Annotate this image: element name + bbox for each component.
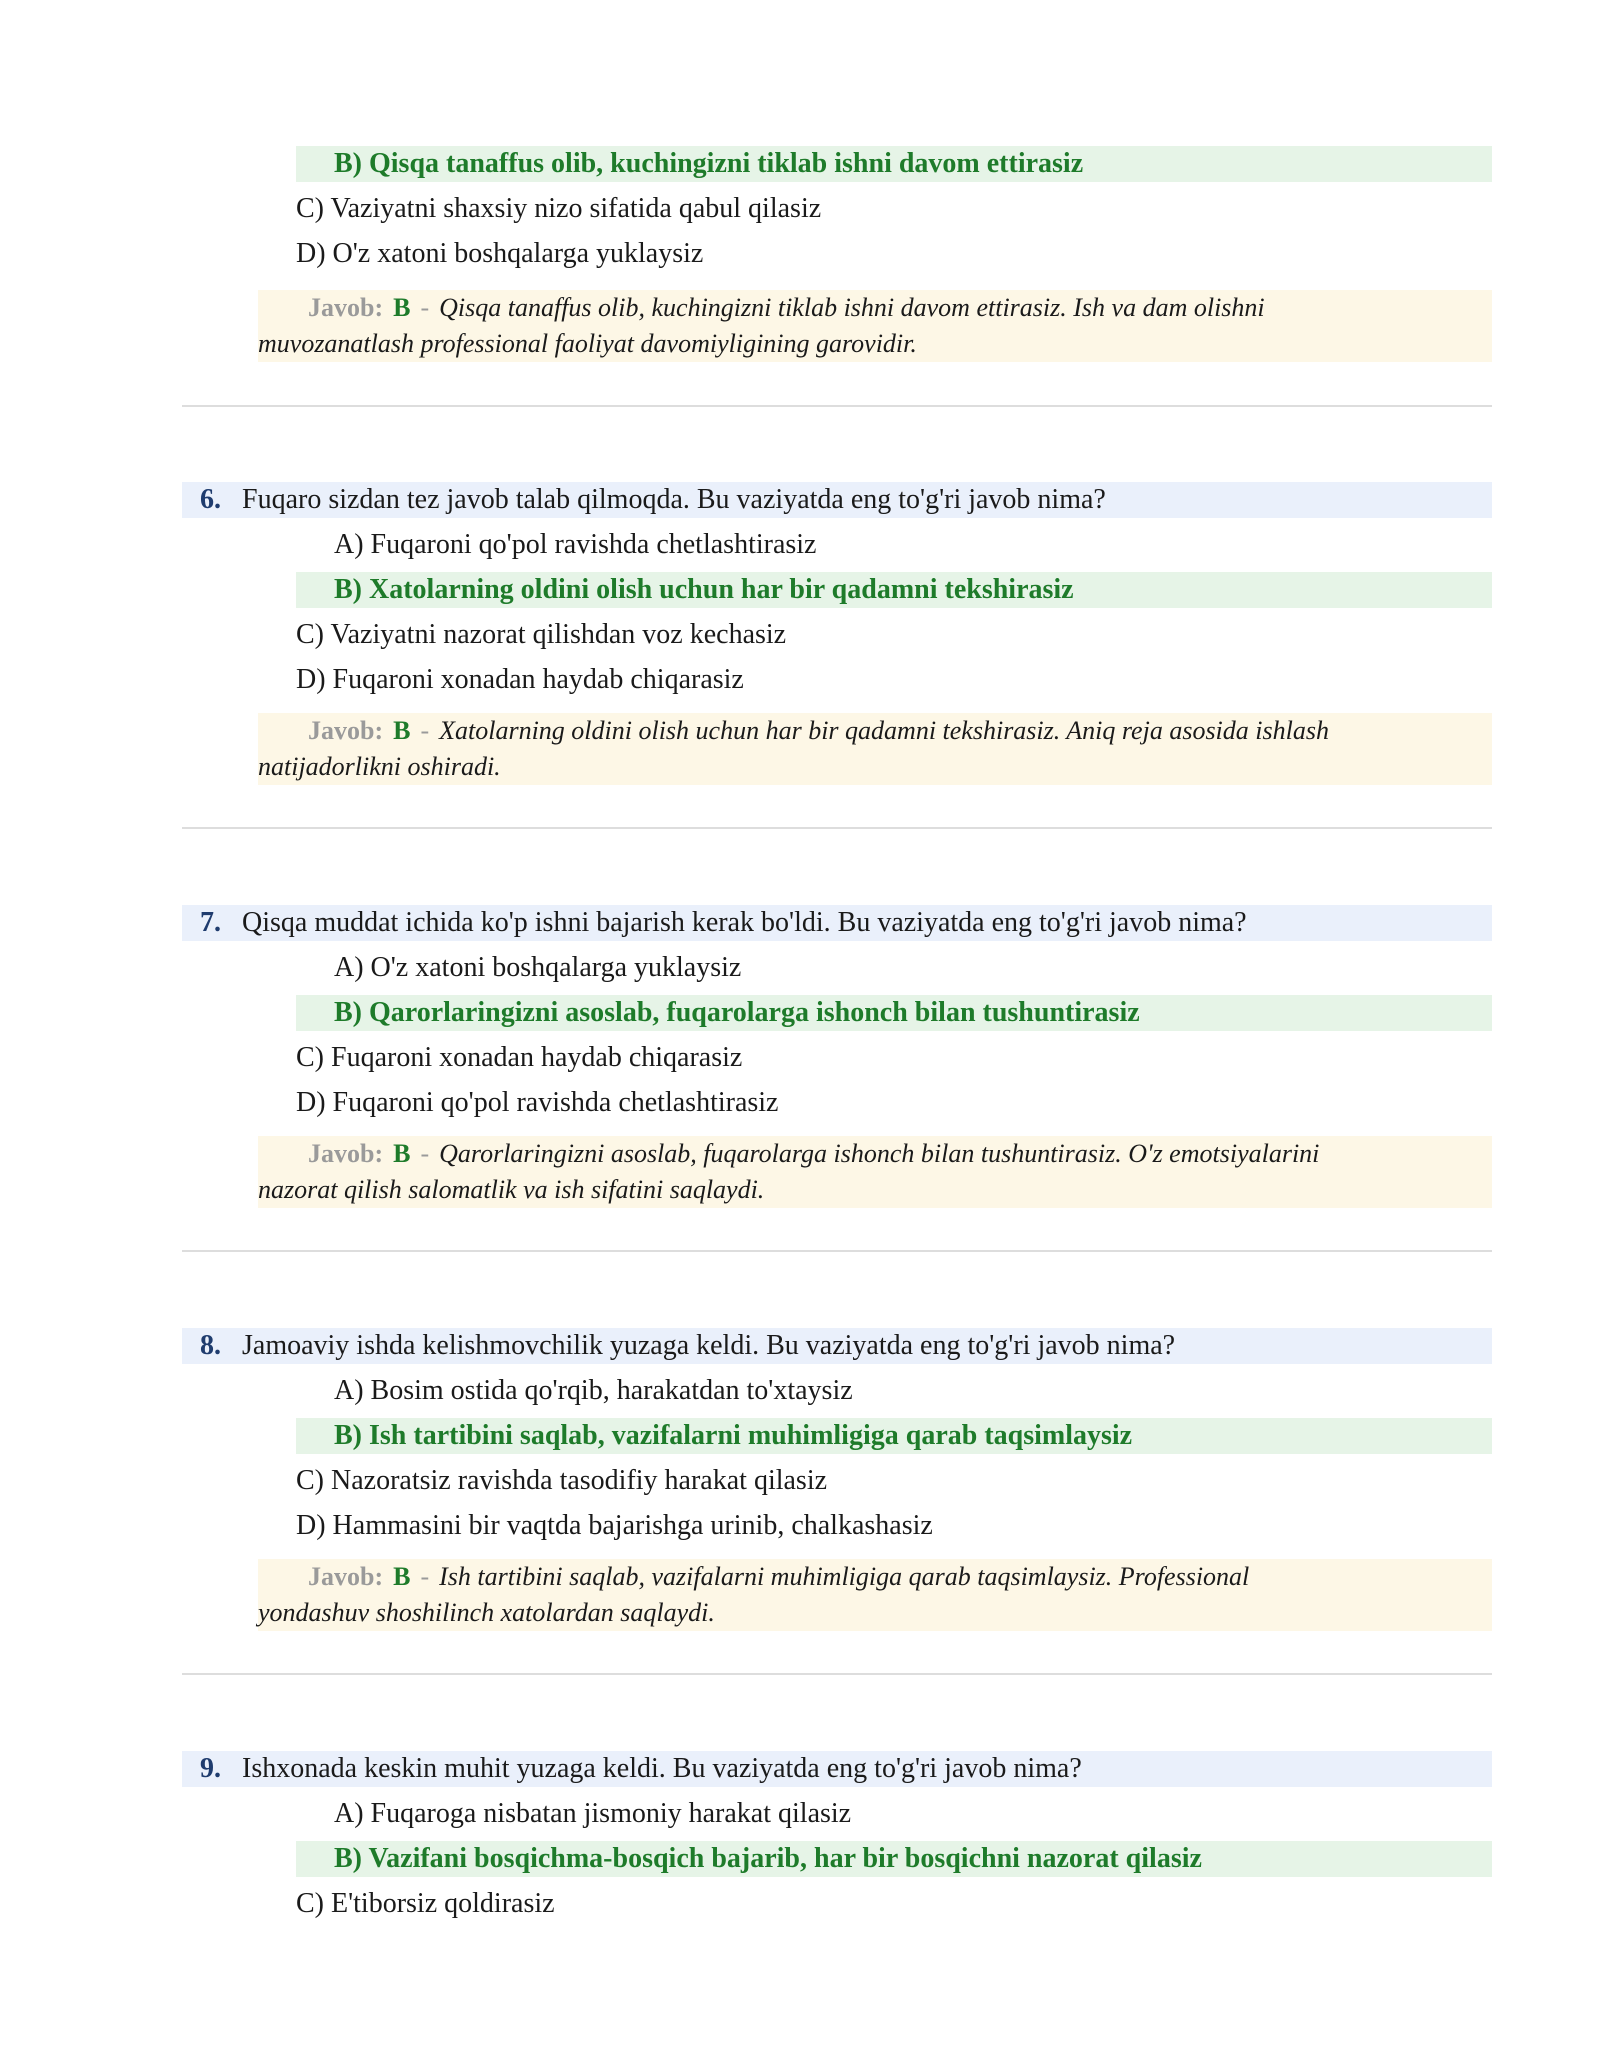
answer-text-line2: natijadorlikni oshiradi. <box>258 752 501 781</box>
option-a: A) Fuqaroga nisbatan jismoniy harakat qilasiz <box>334 1798 852 1829</box>
option-d: D) Hammasini bir vaqtda bajarishga urinib, chalkashasiz <box>296 1510 933 1541</box>
question-text: Fuqaro sizdan tez javob talab qilmoqda. Bu vaziyatda eng to'g'ri javob nima? <box>242 484 1106 515</box>
question-number: 6. <box>200 484 221 515</box>
answer-dash: - <box>420 293 430 322</box>
option-b-correct: B) Vazifani bosqichma-bosqich bajarib, har bir bosqichni nazorat qilasiz <box>296 1841 1492 1877</box>
answer-text-line2: yondashuv shoshilinch xatolardan saqlaydi. <box>258 1598 715 1627</box>
answer-text-line1: Ish tartibini saqlab, vazifalarni muhimligiga qarab taqsimlaysiz. Professional <box>439 1562 1250 1591</box>
separator <box>182 827 1492 829</box>
answer-text-line1: Xatolarning oldini olish uchun har bir qadamni tekshirasiz. Aniq reja asosida ishlash <box>439 716 1329 745</box>
option-a: A) O'z xatoni boshqalarga yuklaysiz <box>334 952 742 983</box>
option-c: C) Fuqaroni xonadan haydab chiqarasiz <box>296 1042 743 1073</box>
question-number: 8. <box>200 1330 221 1361</box>
answer-text-line2: muvozanatlash professional faoliyat davomiyligining garovidir. <box>258 329 917 358</box>
answer-letter: B <box>393 1139 411 1168</box>
answer-explanation <box>258 1559 1492 1631</box>
answer-dash: - <box>420 716 430 745</box>
answer-label: Javob: <box>308 1139 384 1168</box>
option-d: D) O'z xatoni boshqalarga yuklaysiz <box>296 238 704 269</box>
separator <box>182 1250 1492 1252</box>
question-line <box>182 1328 1492 1364</box>
option-a: A) Bosim ostida qo'rqib, harakatdan to'xtaysiz <box>334 1375 853 1406</box>
answer-explanation <box>258 1136 1492 1208</box>
question-number: 7. <box>200 907 221 938</box>
answer-letter: B <box>393 1562 411 1591</box>
option-c: C) Vaziyatni nazorat qilishdan voz kechasiz <box>296 619 787 650</box>
question-line <box>182 1751 1492 1787</box>
option-c: C) Nazoratsiz ravishda tasodifiy harakat qilasiz <box>296 1465 828 1496</box>
option-d: D) Fuqaroni xonadan haydab chiqarasiz <box>296 664 744 695</box>
answer-dash: - <box>420 1139 430 1168</box>
question-line <box>182 482 1492 518</box>
option-c: C) E'tiborsiz qoldirasiz <box>296 1888 555 1919</box>
option-b-correct: B) Qisqa tanaffus olib, kuchingizni tiklab ishni davom ettirasiz <box>296 146 1492 182</box>
separator <box>182 405 1492 407</box>
question-line <box>182 905 1492 941</box>
answer-text-line2: nazorat qilish salomatlik va ish sifatini saqlaydi. <box>258 1175 765 1204</box>
answer-explanation <box>258 290 1492 362</box>
option-d: D) Fuqaroni qo'pol ravishda chetlashtirasiz <box>296 1087 779 1118</box>
answer-text-line1: Qarorlaringizni asoslab, fuqarolarga ishonch bilan tushuntirasiz. O'z emotsiyalarini <box>439 1139 1320 1168</box>
answer-text-line1: Qisqa tanaffus olib, kuchingizni tiklab ishni davom ettirasiz. Ish va dam olishni <box>439 293 1265 322</box>
question-text: Ishxonada keskin muhit yuzaga keldi. Bu vaziyatda eng to'g'ri javob nima? <box>242 1753 1082 1784</box>
separator <box>182 1673 1492 1675</box>
answer-explanation <box>258 713 1492 785</box>
option-b-correct: B) Xatolarning oldini olish uchun har bir qadamni tekshirasiz <box>296 572 1492 608</box>
option-b-correct: B) Ish tartibini saqlab, vazifalarni muhimligiga qarab taqsimlaysiz <box>296 1418 1492 1454</box>
answer-letter: B <box>393 716 411 745</box>
answer-label: Javob: <box>308 293 384 322</box>
answer-label: Javob: <box>308 1562 384 1591</box>
option-b-correct: B) Qarorlaringizni asoslab, fuqarolarga ishonch bilan tushuntirasiz <box>296 995 1492 1031</box>
answer-dash: - <box>420 1562 430 1591</box>
question-text: Qisqa muddat ichida ko'p ishni bajarish kerak bo'ldi. Bu vaziyatda eng to'g'ri javob nima? <box>242 907 1247 938</box>
question-text: Jamoaviy ishda kelishmovchilik yuzaga keldi. Bu vaziyatda eng to'g'ri javob nima? <box>242 1330 1176 1361</box>
option-a: A) Fuqaroni qo'pol ravishda chetlashtirasiz <box>334 529 817 560</box>
answer-label: Javob: <box>308 716 384 745</box>
question-number: 9. <box>200 1753 221 1784</box>
answer-letter: B <box>393 293 411 322</box>
option-c: C) Vaziyatni shaxsiy nizo sifatida qabul qilasiz <box>296 193 822 224</box>
